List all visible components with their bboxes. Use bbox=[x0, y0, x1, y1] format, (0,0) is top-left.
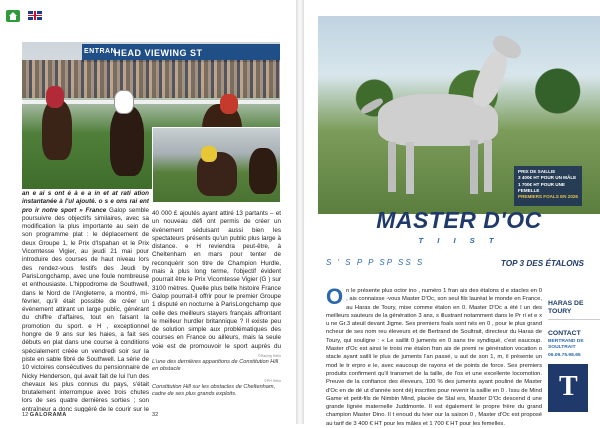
stallion-photo bbox=[318, 16, 600, 214]
photo-banner-text: HEAD VIEWING ST bbox=[114, 48, 203, 58]
article-body-middle: 40 000 £ ajoutés ayant attiré 13 partants – et un nouveau défi ont permis de créer un événement séduisant aussi bien les spectateurs présents qu'un public plus large à distance. e H reviendra peut-être, à Cheltenham en mars pour tenter de reconquérir son titre de Champion Hurdle, mais à plus long terme, l'objectif évident pourrait être le Prix Vicomtesse Vigier (G ) sur 3100 mètres. Quelle plus belle histoire France Galop pourrait-il offrir pour le premier Groupe 1 disputé en nocturne à ParisLongchamp que celle des meilleurs stayers français affrontant le meilleur hurdler britannique ? Il existe peu de solution simple aux problématiques des courses en France ou ailleurs, mais la seule voie est de promouvoir le sport auprès du bbox=[152, 210, 281, 350]
article-lead: an e ai s ont é à e a in et at rati ation instantanée à l'ul ajouté. o s e ons rai ent pro ir notre sport » France bbox=[22, 190, 149, 214]
sidebar bbox=[548, 300, 600, 359]
intro-bar bbox=[326, 257, 586, 279]
logo-letter: T bbox=[559, 371, 578, 402]
jockey-1 bbox=[46, 86, 64, 108]
horse-2 bbox=[110, 106, 144, 176]
folio-page: 12 bbox=[22, 412, 29, 418]
stud-fee-line-4: PREMIERS FOALS EN 2026 bbox=[518, 194, 578, 200]
top3-heading: TOP 3 DES ÉTALONS bbox=[500, 259, 584, 268]
contact-label: CONTACT bbox=[548, 330, 581, 337]
stud-fee-box bbox=[514, 166, 582, 206]
racing-photo-small bbox=[152, 127, 281, 203]
article-column-left bbox=[22, 190, 149, 412]
stallion-leg-2 bbox=[406, 142, 414, 194]
right-page bbox=[304, 0, 600, 427]
folio-right-num: 32 bbox=[152, 412, 159, 418]
contact-phone: 06.09.75.98.65 bbox=[548, 353, 581, 358]
folio-magazine: GALORAMA bbox=[29, 412, 67, 418]
caption-credit-2: ©PH Hélio bbox=[264, 379, 281, 383]
jockey-3 bbox=[220, 94, 238, 114]
caption-credit-1: ©Racing Hélio bbox=[257, 354, 281, 358]
article-body-right bbox=[326, 284, 542, 428]
dropcap: O bbox=[326, 284, 344, 309]
stallion-leg-1 bbox=[388, 142, 396, 192]
haras-logo bbox=[548, 364, 588, 412]
article-body-text: n le présente plus octor ino , numéro 1 fran ais des étalons d e stacles en 0 , ais connaisse -vous Master D'Oc, son seul fils lauréat le monde en France, au Haras de Toury, mise comme étalon en 0. Master D'Oc a été l un des meilleurs sauteurs de la génération 3 ans, s illustrant notamment dans le Pr ri et e x u ne Gr.3 ateuil devant Jigme. Ses premiers foals sont nés en 0 , pour le plus grand ncheur de ses nom reu éleveurs et de Bertrand de Soultrait, directeur du Haras de Toury, qui souligne : « Le saillit 0 juments en 0 sans tre syndiqué, c'est eaucoup. Master d'Oc est ainsi le troisi me étalon fran ais de premi re génération vocation o stacle ayant sailli le plus de juments l'an passé, u aut de son 1, m, il présente un mod le tr erpro e le, avec eaucoup de rayons et de points de force. Ses premiers produits confirment qu'il transmet de la taille, de l'os et une excellente locomotion. Preuve de la confiance des éleveurs, 100 % des juments ayant pouliné de Master d'Oc en de dé ut d'année sont déj inscrites pour revenir la saillie en 0 . Issu de Mind Game et petit-fils de Nimbin Mind, placée de Stal ers, Master D'Oc descend d une grande lignée maternelle Juddmonte. Il est également le propre frère du grand champion Master Dino. Il t enoud du lvier our la saison 0 , Master d'Oc est proposé au tarif de 3 400 € HT pour les mâles et 1 700 € HT pour les femelles. bbox=[326, 288, 542, 427]
horse-1 bbox=[42, 100, 72, 160]
stallion-leg-4 bbox=[484, 140, 492, 192]
stud-fee-line-1: PRIX DE SAILLIE bbox=[518, 169, 556, 174]
contact-name: BERTRAND DE SOULTRAIT bbox=[548, 339, 584, 350]
left-page bbox=[0, 0, 296, 424]
haras-name: HARAS DE TOURY bbox=[548, 300, 600, 320]
page-gutter bbox=[296, 0, 304, 424]
stud-fee-line-3: 1 700€ HT POUR UNE FEMELLE bbox=[518, 181, 565, 193]
article-subtitle: T I I S T bbox=[418, 236, 500, 245]
jockey-2 bbox=[114, 90, 134, 114]
article-column-middle bbox=[152, 210, 281, 350]
caption-1: L'une des dernières apparitions de Constitution Hill en obstacle bbox=[152, 359, 279, 372]
stud-fee-line-2: 3 400€ HT POUR UN MÂLE bbox=[518, 175, 577, 181]
intro-left: S ' S P P SP SS S bbox=[326, 258, 425, 267]
article-title: MASTER D'OC bbox=[376, 207, 542, 233]
article-body-left: Galop semble poursuivre des objectifs similaires, avec sa modification la plus importante au sein de son programme plat : le déplacement de deux Groupe 1, le Prix d'Ispahan et le Prix Vicomtesse Vigier, au jeudi 21 mai pour introduire des courses de haut niveau lors des rendez-vous festifs des Jeudi by ParisLongchamp, avec une foule nombreuse et enthousiaste. L'hippodrome de Southwell, dans le Nord de l'Angleterre, a montré, mi-février, qu'il était possible de créer un événement attirant un large public, générant du chiffre d'affaires, tout en faisant la promotion du sport. e H , exceptionnel hongre de 9 ans sur les haies, a fait ses débuts en plat dans une course à conditions spécialement créée un vendredi soir sur la piste en sable fibré de Southwell. La série de 10 victoires consécutives du pensionnaire de Nicky Henderson, qui avait fait de lui l'un des chevaux les plus connus du pays, s'était brutalement interrompue avec trois chutes lors de ses quatre dernières sorties ; son entraîneur a donc suggéré de le courir sur le bbox=[22, 206, 149, 412]
horse-small-2 bbox=[249, 148, 277, 194]
photo-banner-text-left: ENTRAN bbox=[84, 48, 117, 55]
jockey-small bbox=[201, 146, 217, 162]
stallion-leg-3 bbox=[470, 140, 478, 194]
folio-left bbox=[22, 412, 67, 418]
caption-block bbox=[152, 354, 281, 398]
caption-2: Constitution Hill sur les obstacles de Cheltenham, cadre de ses plus grands exploits. bbox=[152, 384, 276, 397]
